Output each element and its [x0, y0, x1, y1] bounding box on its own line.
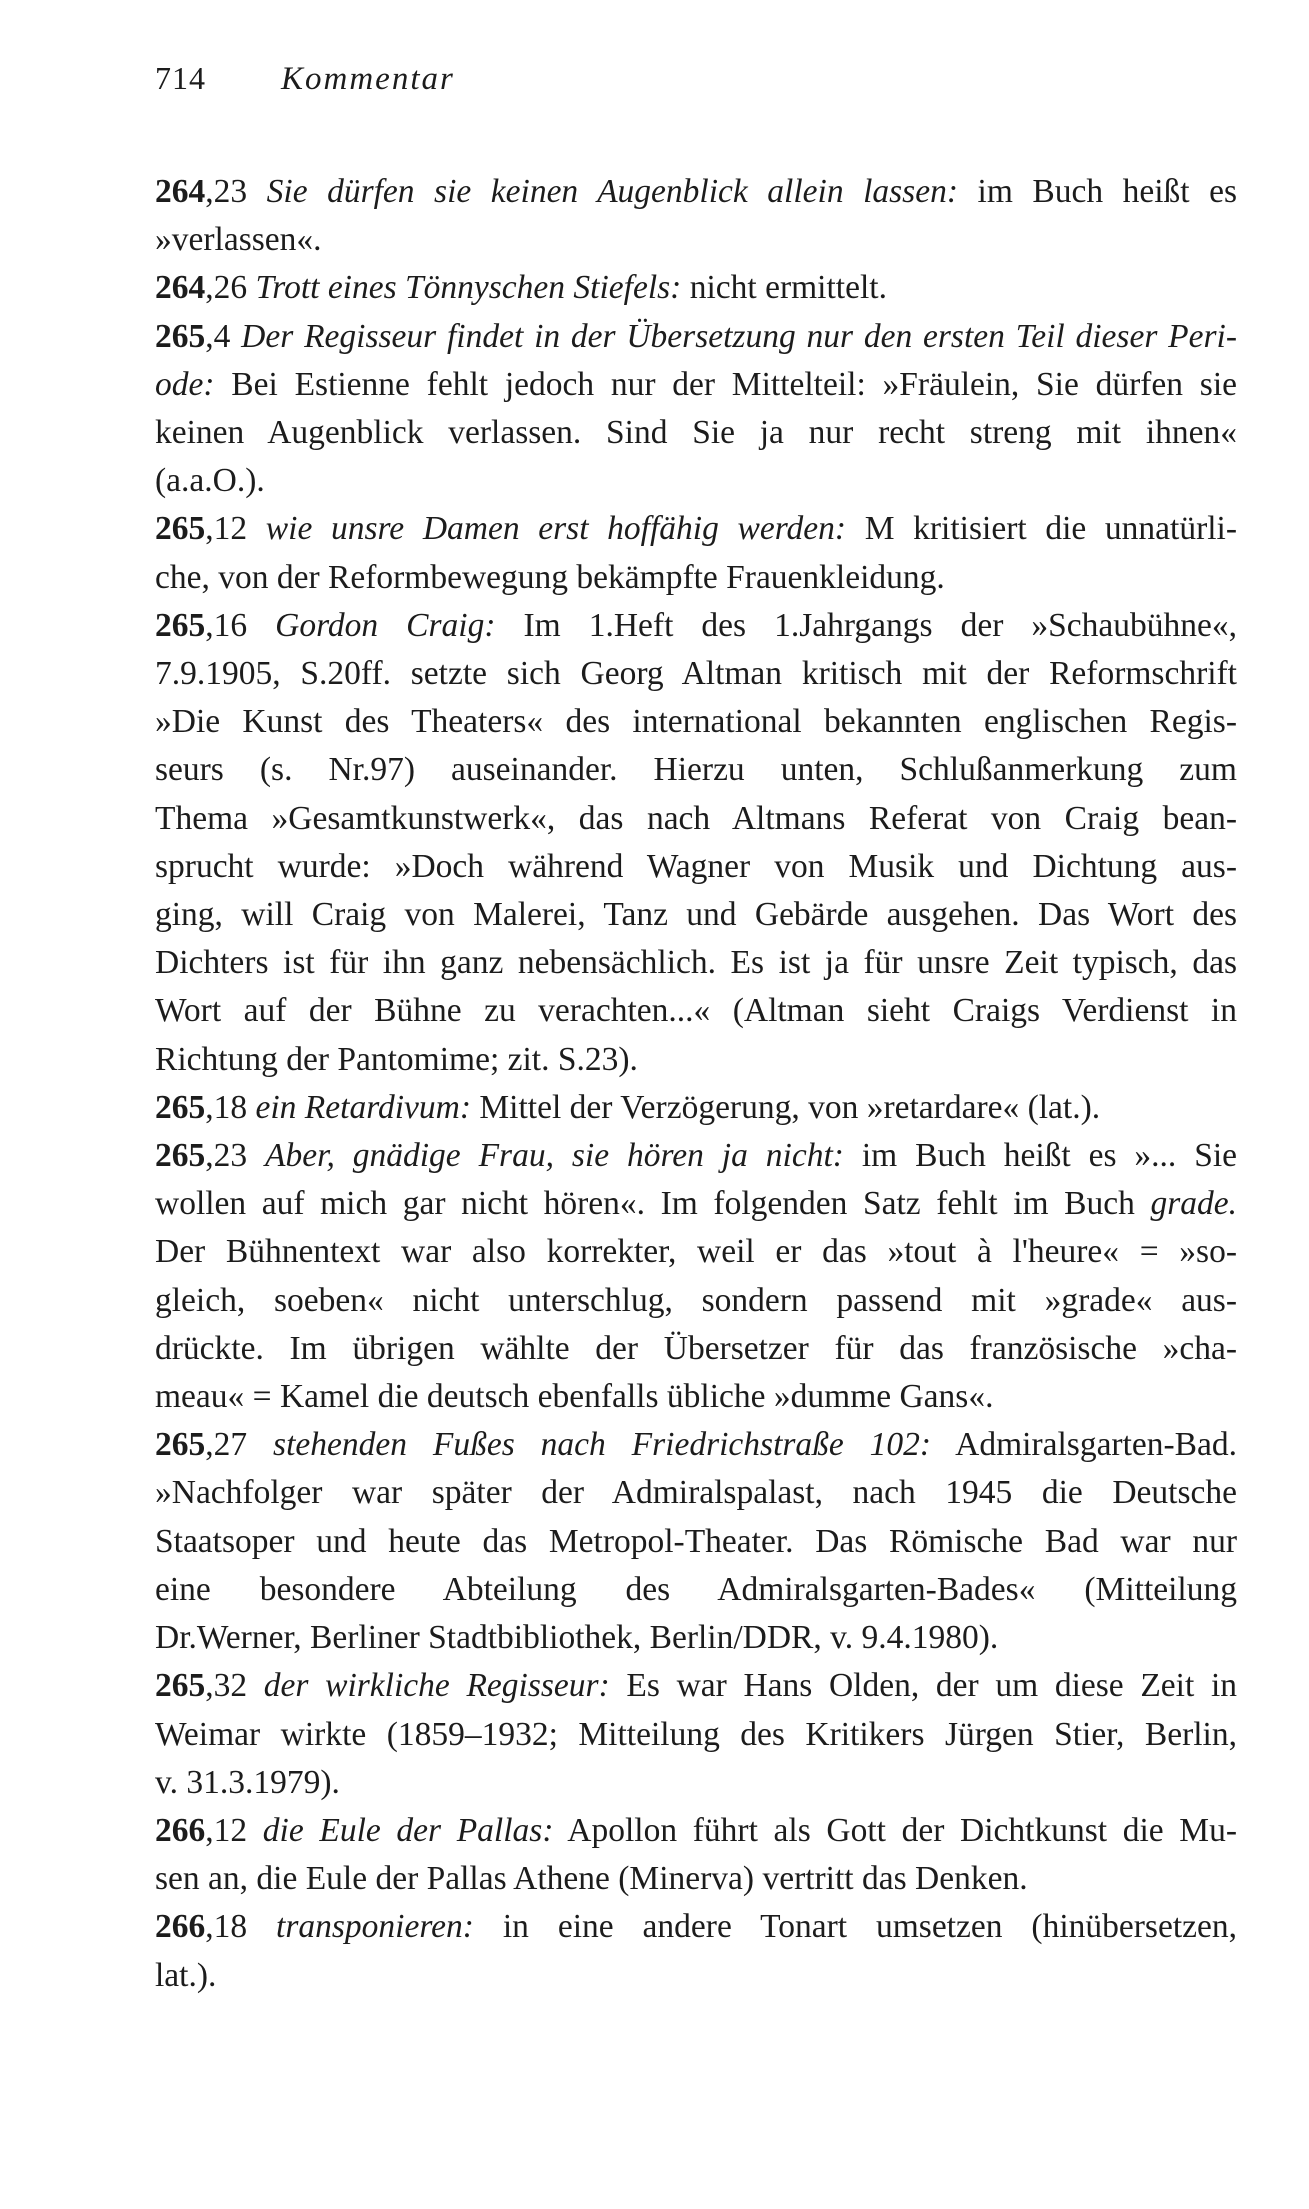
entry-line-ref: ,23: [205, 173, 248, 210]
entry-text: wollen auf mich gar nicht hören«. Im folgenden Satz fehlt im Buch: [155, 1185, 1135, 1223]
entry-line-ref: ,18: [205, 1088, 248, 1126]
entry-text: lat.).: [155, 1956, 217, 1994]
commentary-entry: [155, 1807, 1237, 1903]
entry-lemma: wie unsre Damen erst hoffähig werden:: [265, 510, 847, 548]
commentary-entry: [155, 1084, 1237, 1132]
book-page: [155, 60, 1237, 2000]
entry-line-ref: ,12: [205, 1811, 248, 1849]
entry-line-ref: ,16: [205, 606, 248, 644]
entry-lemma: Der Regisseur findet in der Übersetzung nur den ersten Teil dieser Peri-: [241, 317, 1237, 355]
entry-text: Dr.Werner, Berliner Stadtbibliothek, Berlin/DDR, v. 9.4.1980).: [155, 1619, 999, 1657]
entry-page-ref: 266: [155, 1811, 206, 1849]
commentary-entry: [155, 1421, 1237, 1662]
entry-text: eine besondere Abteilung des Admiralsgarten-Bades« (Mitteilung: [155, 1570, 1237, 1608]
entry-lemma: der wirkliche Regisseur:: [263, 1667, 610, 1705]
commentary-entry: [155, 1662, 1237, 1807]
entry-text: »verlassen«.: [155, 221, 322, 259]
entry-text: im Buch heißt es: [977, 173, 1238, 210]
entry-text: Dichters ist für ihn ganz nebensächlich. Es ist ja für unsre Zeit typisch, das: [155, 944, 1237, 982]
entry-line-ref: ,27: [205, 1426, 248, 1464]
entry-line-ref: ,18: [205, 1908, 248, 1946]
entry-text: Richtung der Pantomime; zit. S.23).: [155, 1040, 638, 1078]
entry-text: che, von der Reformbewegung bekämpfte Frauenkleidung.: [155, 558, 945, 596]
entry-text: drückte. Im übrigen wählte der Übersetzer für das französische »cha-: [155, 1329, 1237, 1367]
entry-page-ref: 265: [155, 1088, 206, 1126]
entry-page-ref: 264: [155, 269, 206, 307]
section-title: Kommentar: [281, 61, 455, 97]
entry-text: nicht ermittelt.: [689, 269, 887, 307]
entry-text: v. 31.3.1979).: [155, 1763, 340, 1801]
entry-text: in eine andere Tonart umsetzen (hinübersetzen,: [502, 1908, 1237, 1946]
entry-text: Mittel der Verzögerung, von »retardare« (lat.).: [479, 1088, 1101, 1126]
entry-lemma: transponieren:: [276, 1908, 474, 1946]
entry-lemma: Trott eines Tönnyschen Stiefels:: [255, 269, 682, 307]
entry-page-ref: 265: [155, 1426, 206, 1464]
commentary-entry: [155, 313, 1237, 506]
entry-page-ref: 266: [155, 1908, 206, 1946]
commentary-entry: [155, 1903, 1237, 1999]
entry-text: sen an, die Eule der Pallas Athene (Minerva) vertritt das Denken.: [155, 1860, 1028, 1898]
entry-line-ref: ,23: [205, 1137, 248, 1175]
entry-text: Es war Hans Olden, der um diese Zeit in: [626, 1667, 1237, 1705]
entry-line-ref: ,12: [205, 510, 248, 548]
entry-text: gleich, soeben« nicht unterschlug, sondern passend mit »grade« aus-: [155, 1281, 1237, 1319]
entry-page-ref: 264: [155, 173, 206, 210]
entry-lemma: ein Retardivum:: [255, 1088, 472, 1126]
commentary-entry: [155, 1132, 1237, 1421]
commentary-entry: [155, 505, 1237, 601]
entry-page-ref: 265: [155, 1667, 206, 1705]
entry-text: »Die Kunst des Theaters« des international bekannten englischen Regis-: [155, 703, 1237, 741]
commentary-entry: [155, 264, 1237, 312]
entry-page-ref: 265: [155, 510, 206, 548]
entry-line-ref: ,26: [205, 269, 248, 307]
entry-text: Der Bühnentext war also korrekter, weil er das »tout à l'heure« = »so-: [155, 1233, 1237, 1271]
entry-line-ref: ,32: [205, 1667, 248, 1705]
entry-text: Admiralsgarten-Bad.: [955, 1426, 1238, 1464]
entry-text: »Nachfolger war später der Admiralspalast, nach 1945 die Deutsche: [155, 1474, 1237, 1512]
commentary-entry: [155, 602, 1237, 1084]
entry-lemma: die Eule der Pallas:: [262, 1811, 554, 1849]
entry-text: Im 1.Heft des 1.Jahrgangs der »Schaubühne«,: [523, 606, 1237, 644]
entry-text: Thema »Gesamtkunstwerk«, das nach Altmans Referat von Craig bean-: [155, 799, 1237, 837]
entry-lemma: Sie dürfen sie keinen Augenblick allein lassen:: [266, 173, 958, 210]
commentary-entries: [155, 168, 1237, 2000]
page-number: 714: [155, 60, 206, 96]
entry-line-ref: ,4: [205, 317, 231, 355]
entry-text: ging, will Craig von Malerei, Tanz und Gebärde ausgehen. Das Wort des: [155, 896, 1237, 934]
entry-page-ref: 265: [155, 1137, 206, 1175]
entry-lemma: Aber, gnädige Frau, sie hören ja nicht:: [265, 1137, 844, 1175]
entry-text: M kritisiert die unnatürli-: [864, 510, 1238, 548]
entry-lemma-continued: ode:: [155, 365, 215, 403]
entry-text: Bei Estienne fehlt jedoch nur der Mittelteil: »Fräulein, Sie dürfen sie: [231, 365, 1238, 403]
commentary-entry: [155, 168, 1237, 264]
entry-text: Wort auf der Bühne zu verachten...« (Altman sieht Craigs Verdienst in: [155, 992, 1237, 1030]
entry-text: seurs (s. Nr.97) auseinander. Hierzu unten, Schlußanmerkung zum: [155, 751, 1237, 789]
entry-page-ref: 265: [155, 606, 206, 644]
running-head: [155, 60, 1237, 120]
entry-text: 7.9.1905, S.20ff. setzte sich Georg Altman kritisch mit der Reformschrift: [155, 655, 1237, 693]
entry-page-ref: 265: [155, 317, 206, 355]
entry-text: keinen Augenblick verlassen. Sind Sie ja nur recht streng mit ihnen«: [155, 414, 1237, 452]
entry-lemma: Gordon Craig:: [275, 606, 496, 644]
entry-text: Apollon führt als Gott der Dichtkunst die Mu-: [567, 1811, 1237, 1849]
entry-text: meau« = Kamel die deutsch ebenfalls übliche »dumme Gans«.: [155, 1378, 994, 1416]
entry-text: Weimar wirkte (1859–1932; Mitteilung des Kritikers Jürgen Stier, Berlin,: [155, 1715, 1237, 1753]
entry-text: (a.a.O.).: [155, 462, 265, 500]
entry-text: Staatsoper und heute das Metropol-Theater. Das Römische Bad war nur: [155, 1522, 1237, 1560]
entry-lemma: stehenden Fußes nach Friedrichstraße 102:: [273, 1426, 932, 1464]
entry-text: sprucht wurde: »Doch während Wagner von Musik und Dichtung aus-: [155, 847, 1237, 885]
entry-emphasis: grade.: [1150, 1185, 1237, 1223]
entry-text: im Buch heißt es »... Sie: [861, 1137, 1238, 1175]
